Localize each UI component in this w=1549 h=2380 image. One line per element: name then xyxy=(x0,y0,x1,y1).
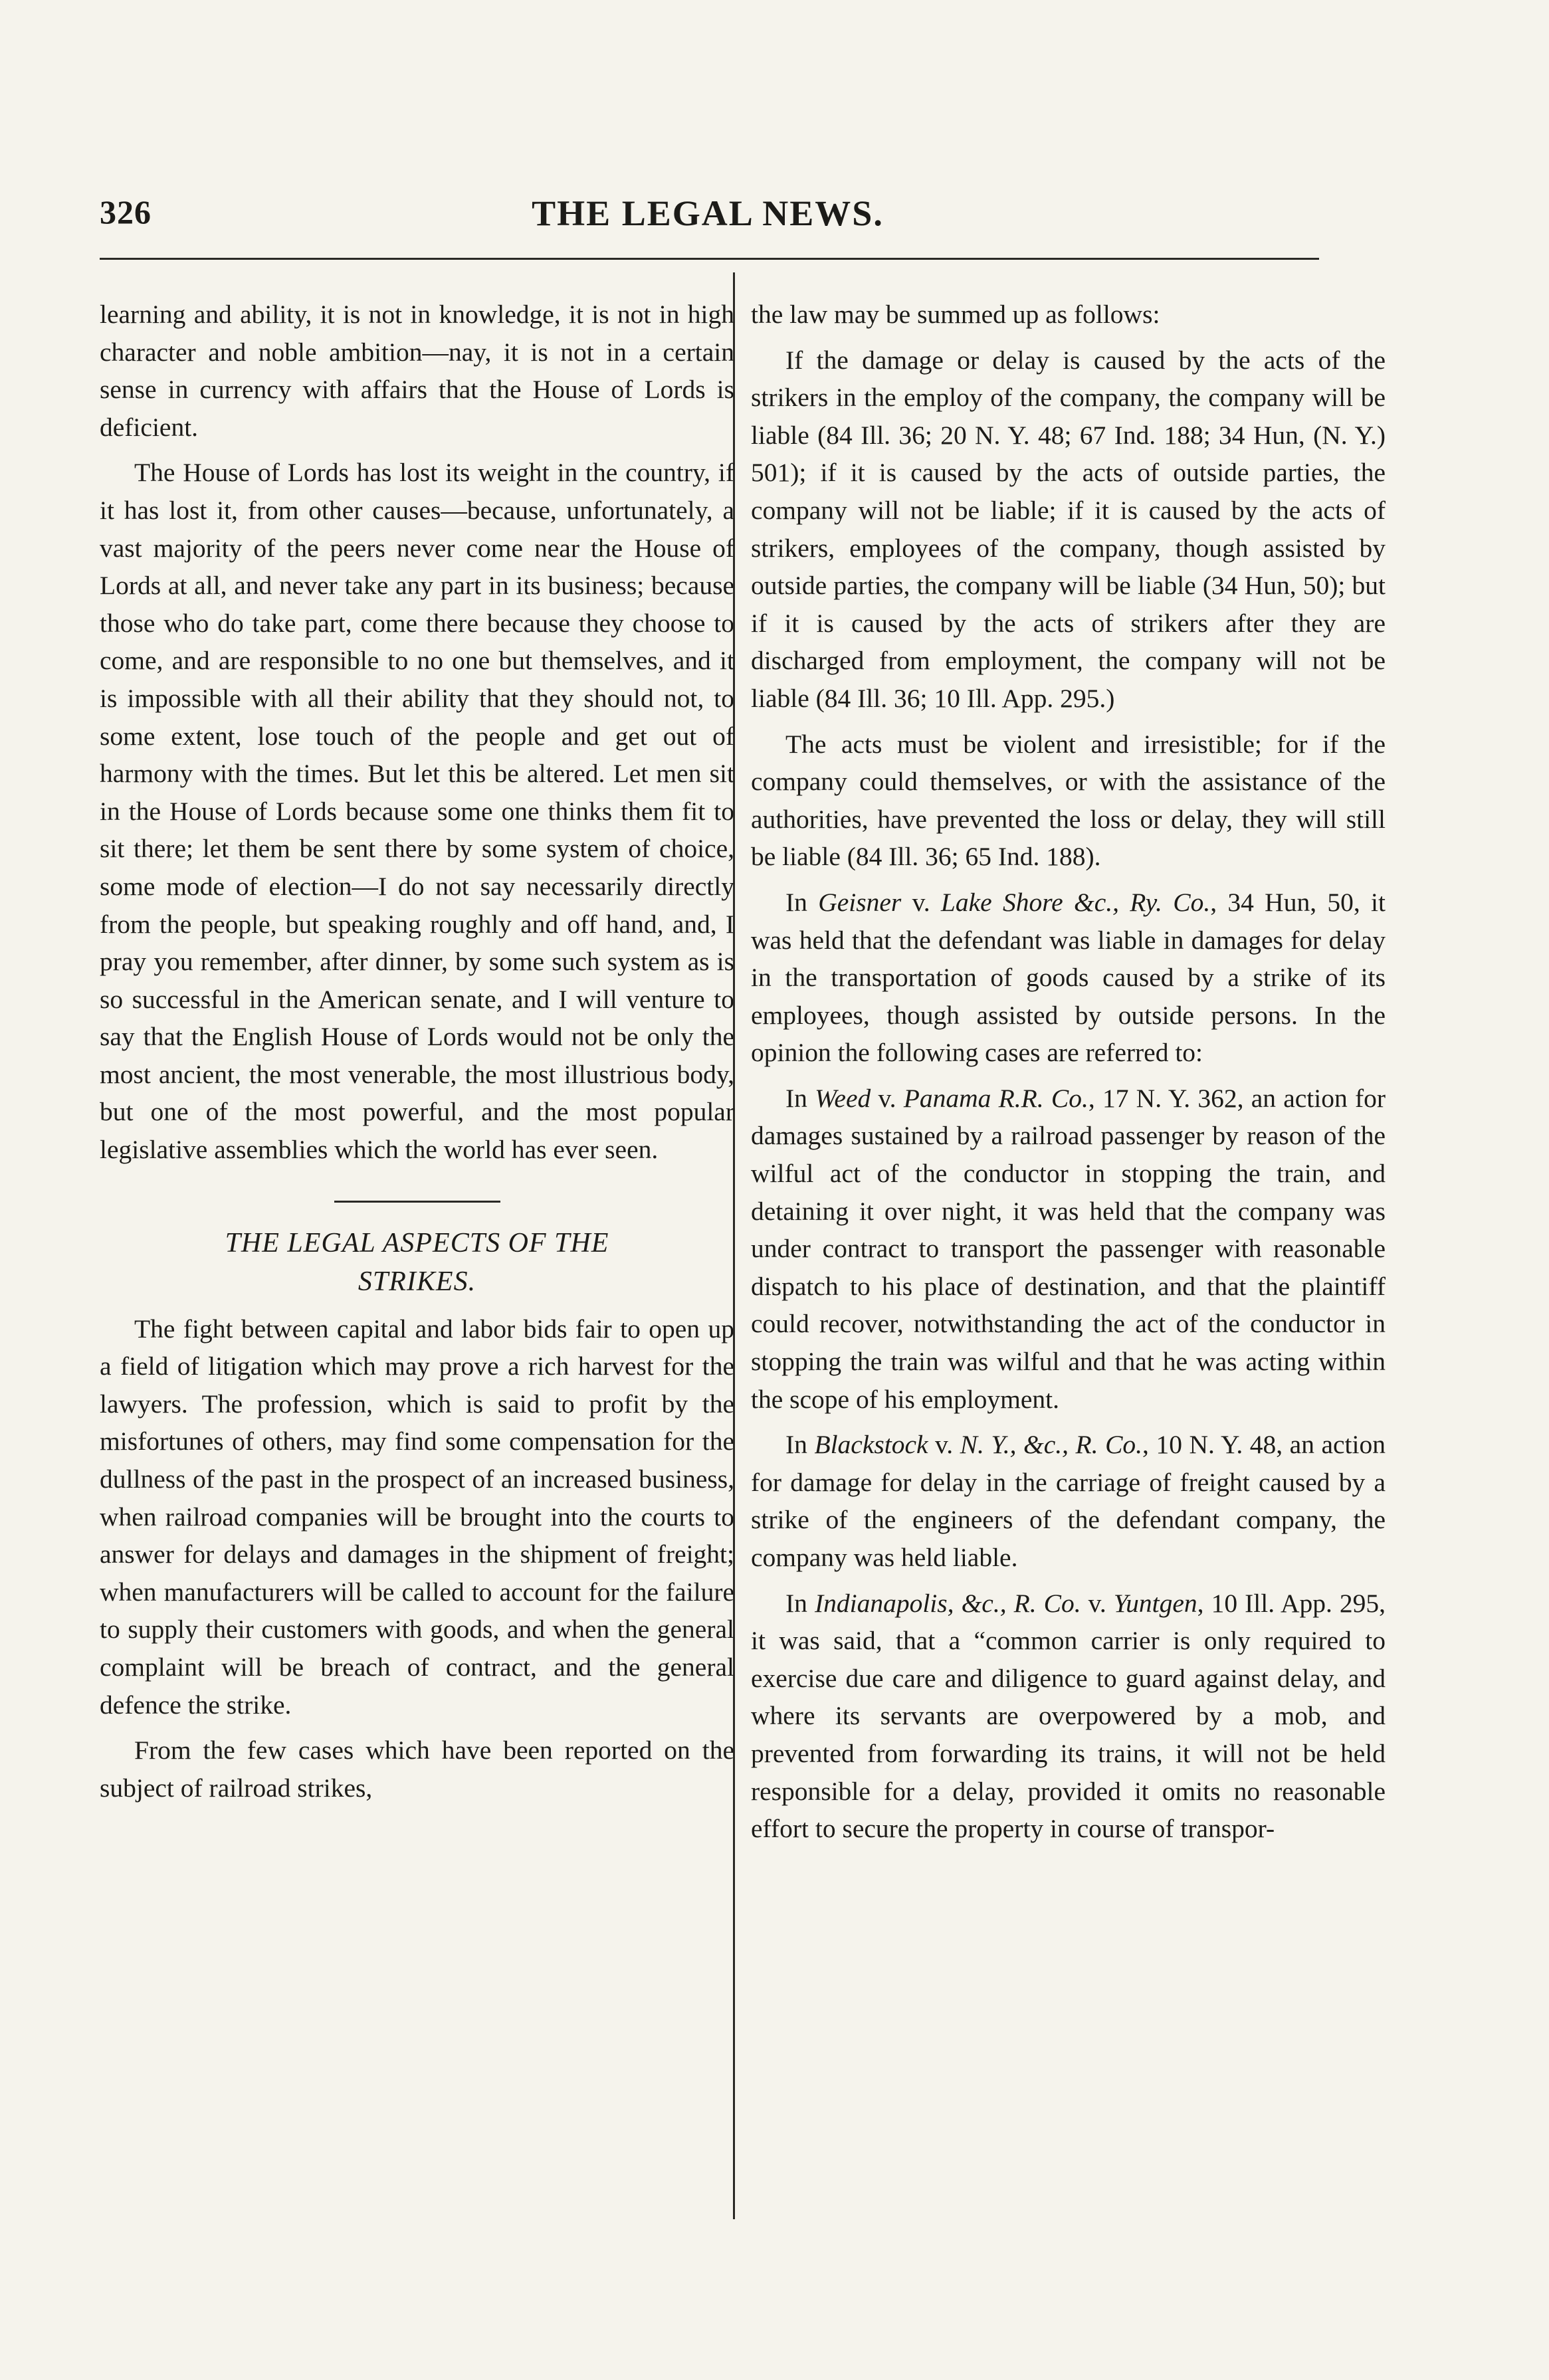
right-column xyxy=(751,296,1386,1856)
case-party: Panama R.R. Co. xyxy=(903,1083,1088,1113)
paragraph: The fight between capital and labor bids fair to open up a field of litigation which may prove a rich harvest for the lawyers. The profession, which is said to profit by the misfortunes of others, may find some compensation for the dullness of the past in the prospect of an increased business, when railroad companies will be brought into the courts to answer for delays and damages in the shipment of freight; when manufacturers will be called to account for the failure to supply their customers with goods, and when the general complaint will be breach of contract, and the general defence the strike. xyxy=(100,1314,734,1720)
page-header xyxy=(100,193,1316,239)
text-run: In xyxy=(785,1588,815,1618)
section-rule xyxy=(334,1201,500,1203)
paragraph xyxy=(751,884,1386,1072)
paragraph: the law may be summed up as follows: xyxy=(751,300,1160,329)
text-run: , 10 Ill. App. 295, it was said, that a “common carrier is only required to exercise due care and diligence to guard against delay, and where its servants are overpowered by a mob, and prevented from forwarding its trains, it will not be held responsible for a delay, provided it omits no reasonable effort to secure the property in course of transpor- xyxy=(751,1588,1386,1844)
paragraph xyxy=(751,1426,1386,1576)
case-party: Weed xyxy=(815,1083,871,1113)
text-run: v. xyxy=(901,887,941,917)
section-title-line: STRIKES. xyxy=(358,1266,476,1297)
case-party: N. Y., &c., R. Co. xyxy=(960,1430,1143,1460)
case-party: Geisner xyxy=(818,887,902,917)
text-run: v. xyxy=(1081,1588,1114,1618)
case-party: Lake Shore &c., Ry. Co. xyxy=(940,887,1211,917)
paragraph: learning and ability, it is not in knowledge, it is not in high character and noble ambition—nay, it is not in a certain sense in currency with affairs that the House of Lords is deficient. xyxy=(100,300,734,442)
text-run: v. xyxy=(928,1430,960,1460)
paragraph: The House of Lords has lost its weight in the country, if it has lost it, from other causes—because, unfortunately, a vast majority of the peers never come near the House of Lords at all, and never take any part in its business; because those who do take part, come there because they choose to come, and are responsible to no one but themselves, and it is impossible with all their ability that they should not, to some extent, lose touch of the people and get out of harmony with the times. But let this be altered. Let men sit in the House of Lords because some one thinks them fit to sit there; let them be sent there by some system of choice, some mode of election—I do not say necessarily directly from the people, but speaking roughly and off hand, and, I pray you remember, after dinner, by some such system as is so successful in the American senate, and I will venture to say that the English House of Lords would not be only the most ancient, the most venerable, the most illustrious body, but one of the most powerful, and the most popular legislative assemblies which the world has ever seen. xyxy=(100,458,734,1165)
paragraph: If the damage or delay is caused by the acts of the strikers in the employ of the company, the company will be liable (84 Ill. 36; 20 N. Y. 48; 67 Ind. 188; 34 Hun, (N. Y.) 501); if it is caused by the acts of outside parties, the company will not be liable; if it is caused by the acts of strikers, employees of the company, though assisted by outside parties, the company will be liable (34 Hun, 50); but if it is caused by the acts of strikers after they are discharged from employment, the company will not be liable (84 Ill. 36; 10 Ill. App. 295.) xyxy=(751,345,1386,713)
paragraph: The acts must be violent and irresistible; for if the company could themselves, or with the assistance of the authorities, have prevented the loss or delay, they will still be liable (84 Ill. 36; 65 Ind. 188). xyxy=(751,729,1386,872)
header-rule xyxy=(100,258,1319,260)
text-run: v. xyxy=(871,1083,904,1113)
text-run: , 10 N. Y. 48, an action for damage for delay in the carriage of freight caused by a strike of the engineers of the defendant company, the company was held liable. xyxy=(751,1430,1386,1572)
text-run: In xyxy=(785,1083,815,1113)
paragraph xyxy=(751,1080,1386,1418)
text-run: In xyxy=(785,887,819,917)
left-column xyxy=(100,296,734,1815)
section-title xyxy=(100,1224,734,1301)
case-party: Yuntgen xyxy=(1113,1588,1197,1618)
running-title: THE LEGAL NEWS. xyxy=(532,193,884,233)
paragraph xyxy=(751,1585,1386,1848)
text-run: , 17 N. Y. 362, an action for damages sustained by a railroad passenger by reason of the wilful act of the conductor in stopping the train, and detaining it over night, it was held that the company was under contract to transport the passenger with reasonable dispatch to his place of destination, and that the plaintiff could recover, notwithstanding the act of the conductor in stopping the train was wilful and that he was acting within the scope of his employment. xyxy=(751,1083,1386,1414)
case-party: Indianapolis, &c., R. Co. xyxy=(814,1588,1081,1618)
section-title-line: THE LEGAL ASPECTS OF THE xyxy=(225,1227,609,1258)
page-number: 326 xyxy=(100,193,152,231)
text-run: , 34 Hun, 50, it was held that the defendant was liable in damages for delay in the transportation of goods caused by a strike of its employees, though assisted by outside persons. In the opinion the following cases are referred to: xyxy=(751,887,1386,1068)
case-party: Blackstock xyxy=(814,1430,928,1460)
text-run: In xyxy=(785,1430,815,1460)
paragraph: From the few cases which have been reported on the subject of railroad strikes, xyxy=(100,1735,734,1803)
